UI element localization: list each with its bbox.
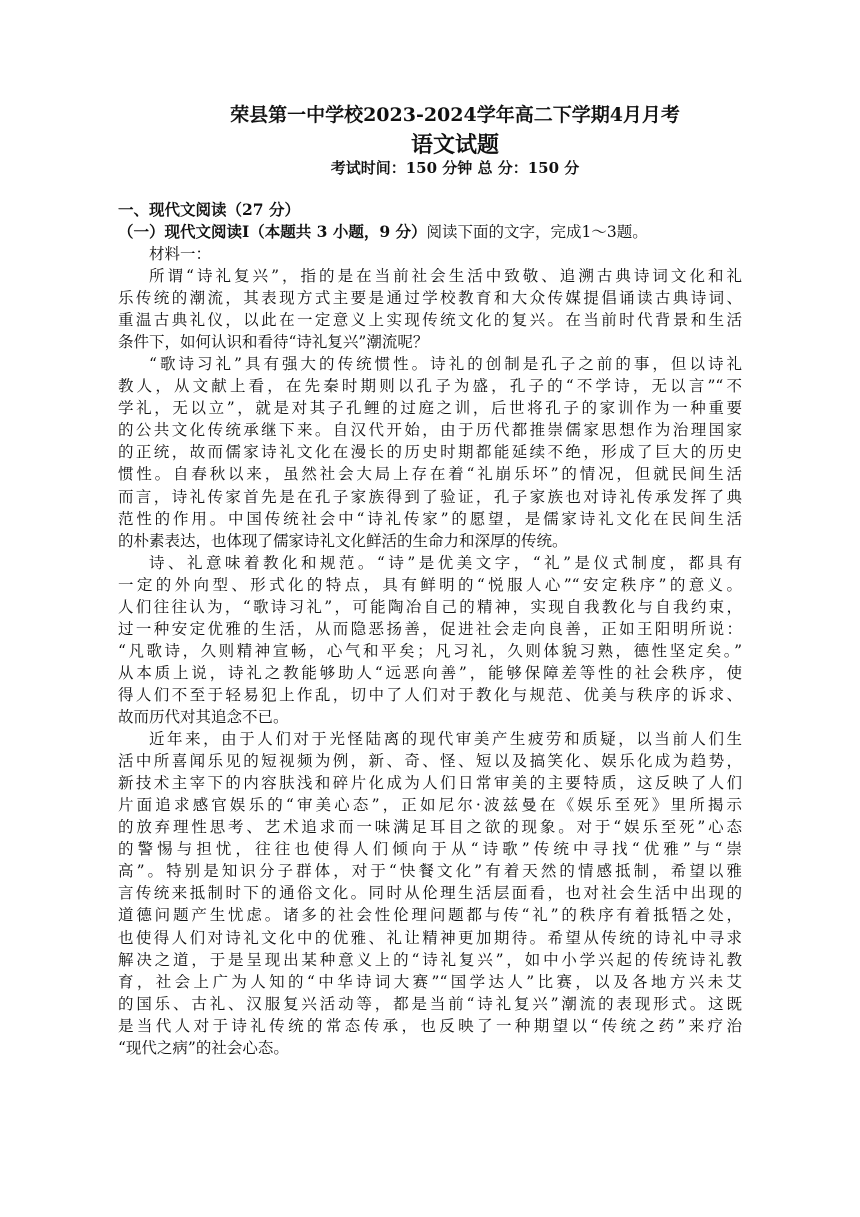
passage-line: 的警惕与担忧，往往也使得人们倾向于从“诗歌”传统中寻找“优雅”与“崇 bbox=[118, 840, 742, 858]
subject-title: 语文试题 bbox=[410, 132, 499, 158]
passage-line: 范性的作用。中国传统社会中“诗礼传家”的愿望，是儒家诗礼文化在民间生活 bbox=[118, 510, 742, 528]
passage-line: 育，社会上广为人知的“中华诗词大赛”“国学达人”比赛，以及各地方兴未艾 bbox=[118, 973, 742, 991]
section-heading: 一、现代文阅读（27 分） bbox=[118, 200, 300, 219]
passage-line: 近年来，由于人们对于光怪陆离的现代审美产生疲劳和质疑，以当前人们生 bbox=[149, 730, 742, 748]
passage-line: 条件下，如何认识和看待“诗礼复兴”潮流呢？ bbox=[118, 333, 429, 351]
passage-line: 故而历代对其追念不已。 bbox=[118, 708, 289, 726]
passage-line: 新技术主宰下的内容肤浅和碎片化成为人们日常审美的主要特质，这反映了人们 bbox=[118, 774, 742, 792]
passage-line: 高”。特别是知识分子群体，对于“快餐文化”有着天然的情感抵制，希望以雅 bbox=[118, 862, 742, 880]
passage-line: 解决之道，于是呈现出某种意义上的“诗礼复兴”，如中小学兴起的传统诗礼教 bbox=[118, 951, 742, 969]
passage-line: 也使得人们对诗礼文化中的优雅、礼让精神更加期待。希望从传统的诗礼中寻求 bbox=[118, 929, 742, 947]
exam-title: 荣县第一中学校2023-2024学年高二下学期4月月考 bbox=[230, 104, 680, 126]
passage-line: 的正统，故而儒家诗礼文化在漫长的历史时期都能延续不绝，形成了巨大的历史 bbox=[118, 443, 742, 461]
passage-line: 的放弃理性思考、艺术追求而一味满足耳目之欲的现象。对于“娱乐至死”心态 bbox=[118, 818, 742, 836]
passage-line: 人们往往认为，“歌诗习礼”，可能陶冶自己的精神，实现自我教化与自我约束， bbox=[118, 598, 742, 616]
passage-line: 教人，从文献上看，在先秦时期则以孔子为盛，孔子的“不学诗，无以言”“不 bbox=[118, 377, 742, 395]
passage-line: 所谓“诗礼复兴”，指的是在当前社会生活中致敬、追溯古典诗词文化和礼 bbox=[149, 267, 742, 285]
passage-line: “歌诗习礼”具有强大的传统惯性。诗礼的创制是孔子之前的事，但以诗礼 bbox=[149, 355, 742, 373]
material-label: 材料一： bbox=[149, 245, 212, 263]
passage-line: 过一种安定优雅的生活，从而隐恶扬善，促进社会走向良善，正如王阳明所说： bbox=[118, 620, 742, 638]
passage-line: “现代之病”的社会心态。 bbox=[118, 1039, 289, 1057]
passage-line: 学礼，无以立”，就是对其子孔鲤的过庭之训，后世将孔子的家训作为一种重要 bbox=[118, 399, 742, 417]
passage-line: 得人们不至于轻易犯上作乱，切中了人们对于教化与规范、优美与秩序的诉求、 bbox=[118, 686, 742, 704]
sub-heading-bold: （一）现代文阅读Ⅰ（本题共 3 小题，9 分） bbox=[118, 222, 427, 241]
sub-heading bbox=[118, 221, 742, 243]
passage-line: 惯性。自春秋以来，虽然社会大局上存在着“礼崩乐坏”的情况，但就民间生活 bbox=[118, 465, 742, 483]
passage-line: “凡歌诗，久则精神宣畅，心气和平矣；凡习礼，久则体貌习熟，德性坚定矣。” bbox=[118, 642, 742, 660]
passage-line: 一定的外向型、形式化的特点，具有鲜明的“悦服人心”“安定秩序”的意义。 bbox=[118, 576, 742, 594]
passage-line: 道德问题产生忧虑。诸多的社会性伦理问题都与传“礼”的秩序有着抵牾之处， bbox=[118, 906, 742, 924]
passage-line: 重温古典礼仪，以此在一定意义上实现传统文化的复兴。在当前时代背景和生活 bbox=[118, 311, 742, 329]
passage-line: 而言，诗礼传家首先是在孔子家族得到了验证，孔子家族也对诗礼传承发挥了典 bbox=[118, 488, 742, 506]
passage-line: 的国乐、古礼、汉服复兴活动等，都是当前“诗礼复兴”潮流的表现形式。这既 bbox=[118, 995, 742, 1013]
sub-heading-rest: 阅读下面的文字，完成1～3题。 bbox=[426, 223, 648, 241]
passage-line: 从本质上说，诗礼之教能够助人“远恶向善”，能够保障差等性的社会秩序，使 bbox=[118, 664, 742, 682]
passage-line: 活中所喜闻乐见的短视频为例，新、奇、怪、短以及搞笑化、娱乐化成为趋势， bbox=[118, 752, 742, 770]
passage-line: 是当代人对于诗礼传统的常态传承，也反映了一种期望以“传统之药”来疗治 bbox=[118, 1017, 742, 1035]
passage-line: 的朴素表达，也体现了儒家诗礼文化鲜活的生命力和深厚的传统。 bbox=[118, 532, 568, 550]
passage-line: 的公共文化传统承继下来。自汉代开始，由于历代都推崇儒家思想作为治理国家 bbox=[118, 421, 742, 439]
passage-line: 言传统来抵制时下的通俗文化。同时从伦理生活层面看，也对社会生活中出现的 bbox=[118, 884, 742, 902]
passage-line: 片面追求感官娱乐的“审美心态”，正如尼尔·波兹曼在《娱乐至死》里所揭示 bbox=[118, 796, 742, 814]
passage-line: 乐传统的潮流，其表现方式主要是通过学校教育和大众传媒提倡诵读古典诗词、 bbox=[118, 289, 742, 307]
exam-info: 考试时间：150 分钟 总 分：150 分 bbox=[330, 159, 580, 177]
passage-line: 诗、礼意味着教化和规范。“诗”是优美文字，“礼”是仪式制度，都具有 bbox=[149, 554, 742, 572]
